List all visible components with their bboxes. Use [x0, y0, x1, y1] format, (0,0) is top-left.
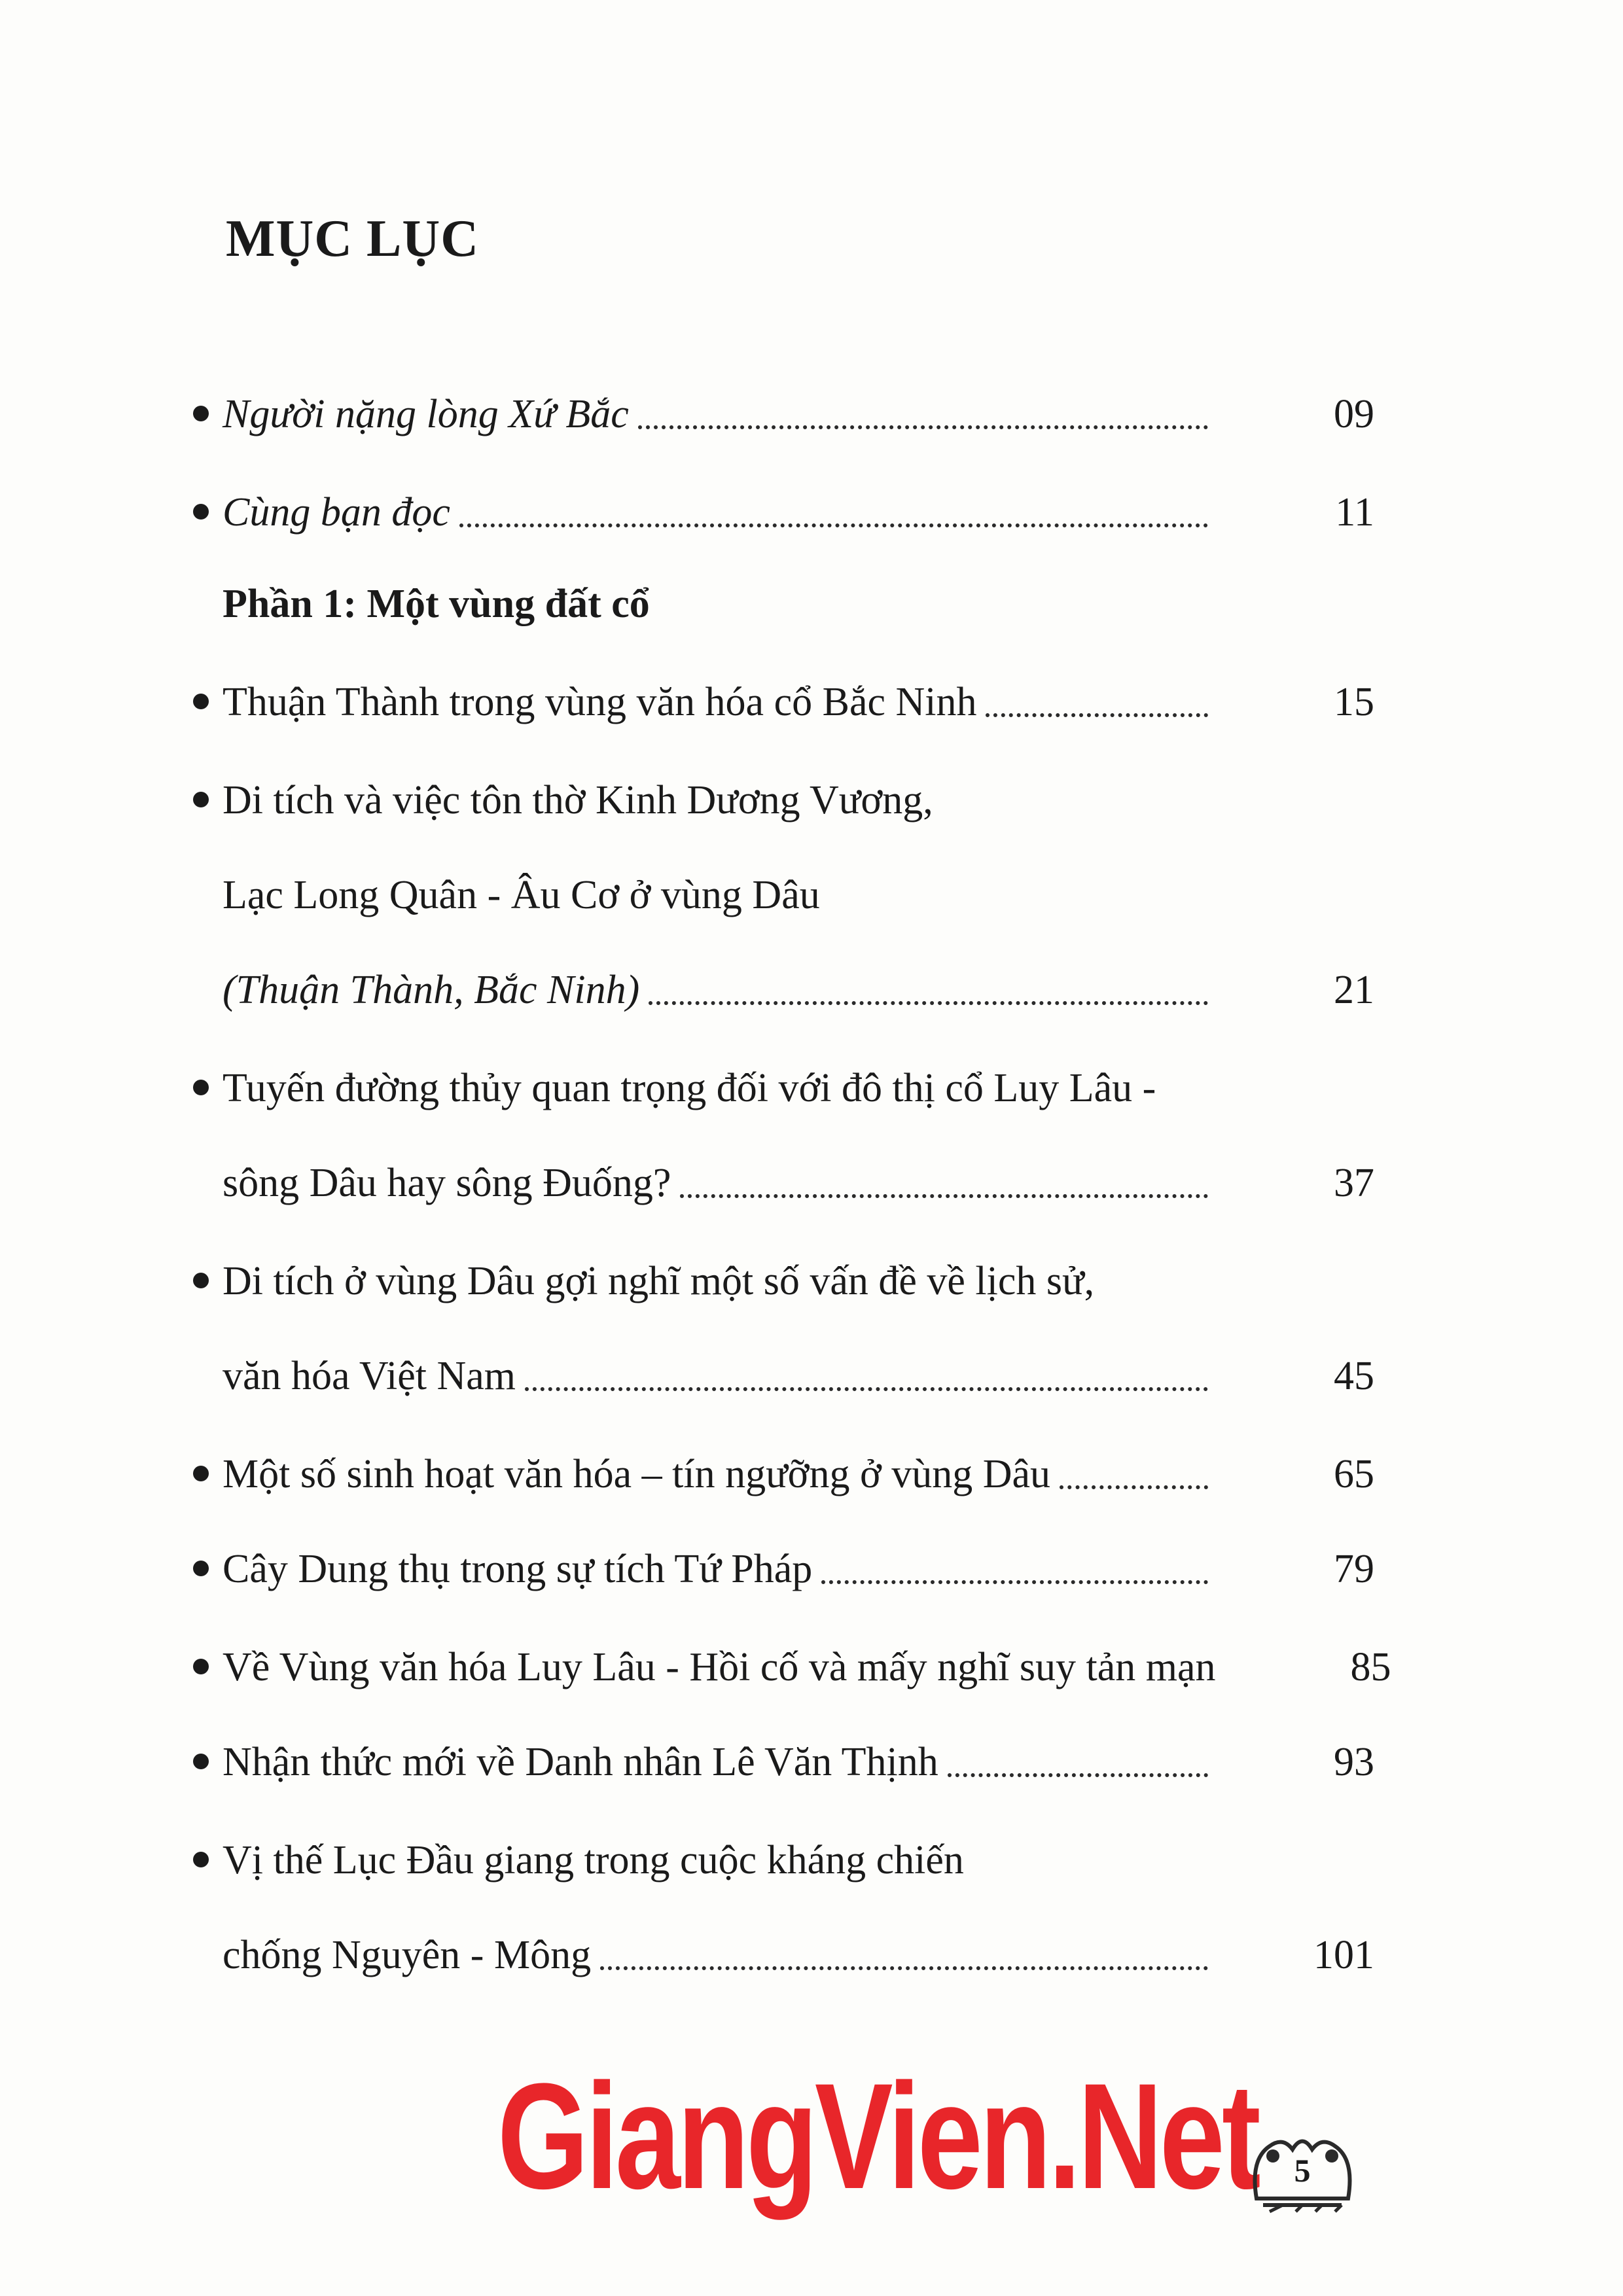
- dot-leader: [821, 1580, 1208, 1584]
- toc-entry: [223, 1907, 1374, 1979]
- toc-entry-title: Cây Dung thụ trong sự tích Tứ Pháp: [223, 1546, 813, 1591]
- toc-entry-title: Một số sinh hoạt văn hóa – tín ngưỡng ở vùng Dâu: [223, 1451, 1051, 1496]
- toc-entry-title: Di tích và việc tôn thờ Kinh Dương Vương,: [223, 777, 933, 822]
- dot-leader: [986, 713, 1208, 717]
- toc-entry-title: Nhận thức mới về Danh nhân Lê Văn Thịnh: [223, 1739, 938, 1784]
- toc-entry: [223, 1812, 1374, 1884]
- bullet-icon: [193, 1659, 209, 1674]
- toc-entry: [223, 942, 1374, 1014]
- toc-page-number: 21: [1334, 967, 1374, 1012]
- toc-entry: [223, 1619, 1391, 1691]
- dot-leader: [680, 1194, 1208, 1198]
- toc-entry-title: Vị thế Lục Đầu giang trong cuộc kháng chiến: [223, 1837, 964, 1882]
- toc-entry: [223, 1233, 1374, 1305]
- toc-entry: [223, 654, 1374, 726]
- dot-leader: [649, 1001, 1208, 1005]
- toc-entry: [223, 1426, 1374, 1498]
- toc-entry-title: chống Nguyên - Mông: [223, 1932, 592, 1977]
- toc-entry-title: Phần 1: Một vùng đất cổ: [223, 581, 650, 626]
- toc-page-number: 85: [1350, 1644, 1391, 1689]
- toc-entry: [223, 556, 1374, 628]
- bullet-icon: [193, 1852, 209, 1867]
- toc-entry-title: Di tích ở vùng Dâu gợi nghĩ một số vấn đề về lịch sử,: [223, 1258, 1095, 1303]
- toc-entry-title: Tuyến đường thủy quan trọng đối với đô thị cổ Luy Lâu -: [223, 1065, 1156, 1110]
- page-title: MỤC LỤC: [226, 210, 479, 268]
- dot-leader: [600, 1966, 1208, 1970]
- toc-page-number: 65: [1334, 1451, 1374, 1496]
- toc-entry-title: (Thuận Thành, Bắc Ninh): [223, 967, 640, 1012]
- toc-page-number: 45: [1334, 1353, 1374, 1398]
- bullet-icon: [193, 504, 209, 520]
- toc-page-number: 79: [1334, 1546, 1374, 1591]
- toc-entry: [223, 1714, 1374, 1786]
- toc-page-number: 101: [1313, 1932, 1374, 1977]
- bullet-icon: [193, 1080, 209, 1095]
- dot-leader: [948, 1773, 1208, 1777]
- toc-entry-title: văn hóa Việt Nam: [223, 1353, 516, 1398]
- toc-entry-title: Về Vùng văn hóa Luy Lâu - Hồi cố và mấy nghĩ suy tản mạn: [223, 1644, 1216, 1689]
- toc-entry: [223, 1521, 1374, 1593]
- bullet-icon: [193, 1466, 209, 1481]
- toc-entry: [223, 1040, 1374, 1112]
- toc-entry-title: Người nặng lòng Xứ Bắc: [223, 391, 629, 436]
- bullet-icon: [193, 1754, 209, 1769]
- dot-leader: [1060, 1485, 1208, 1489]
- toc-entry: [223, 752, 1374, 824]
- toc-entry-title: Cùng bạn đọc: [223, 489, 450, 535]
- dot-leader: [638, 425, 1208, 429]
- toc-page-number: 11: [1335, 489, 1374, 535]
- bullet-icon: [193, 1561, 209, 1576]
- toc-page-number: 09: [1334, 391, 1374, 436]
- toc-entry: [223, 1135, 1374, 1207]
- toc-entry: [223, 366, 1374, 438]
- toc-entry: [223, 465, 1374, 537]
- toc-entry-title: Lạc Long Quân - Âu Cơ ở vùng Dâu: [223, 872, 820, 917]
- toc-page-number: 37: [1334, 1160, 1374, 1205]
- toc-entry-title: Thuận Thành trong vùng văn hóa cổ Bắc Ninh: [223, 679, 977, 724]
- toc-page-number: 93: [1334, 1739, 1374, 1784]
- watermark-logo: GiangVien.Net: [497, 2052, 1258, 2220]
- bullet-icon: [193, 792, 209, 807]
- toc-entry: [223, 1328, 1374, 1400]
- toc-entry: [223, 847, 1374, 919]
- dot-leader: [459, 523, 1208, 527]
- toc-page-number: 15: [1334, 679, 1374, 724]
- dot-leader: [525, 1387, 1208, 1391]
- bullet-icon: [193, 406, 209, 421]
- page-number: 5: [1294, 2152, 1311, 2189]
- bullet-icon: [193, 1273, 209, 1288]
- page-number-badge: [1237, 2120, 1368, 2218]
- bullet-icon: [193, 694, 209, 709]
- toc-entry-title: sông Dâu hay sông Đuống?: [223, 1160, 671, 1205]
